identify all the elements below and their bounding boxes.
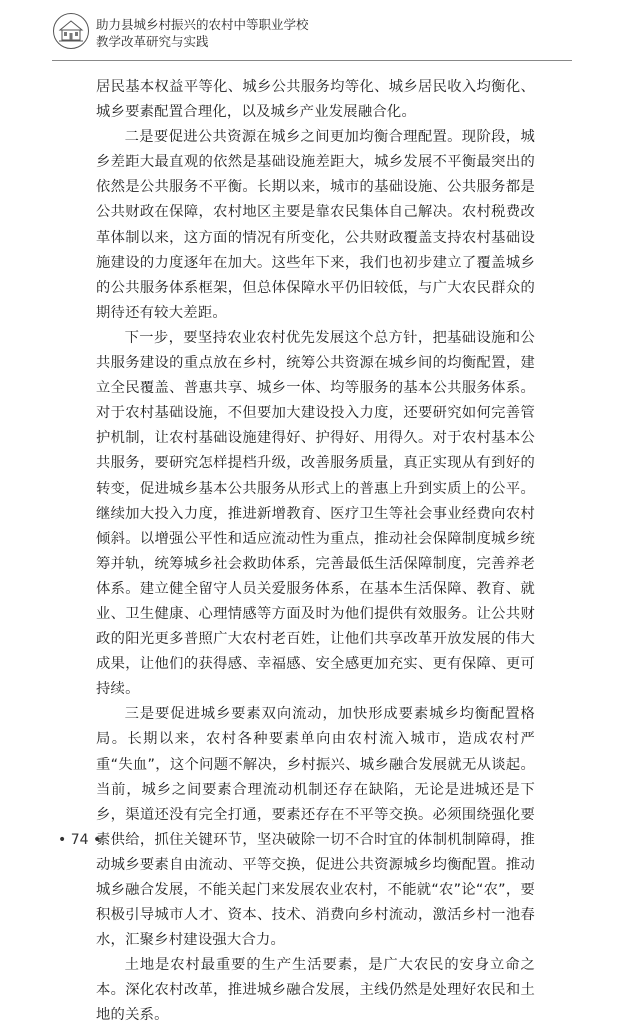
header-title-line-2: 教学改革研究与实践 [96,34,209,49]
header-title-line-1: 助力县城乡村振兴的农村中等职业学校 [96,17,309,32]
school-building-icon [52,12,90,50]
body-text [96,75,535,1029]
paragraph: 下一步，要坚持农业农村优先发展这个总方针，把基础设施和公共服务建设的重点放在乡村，统筹公共资源在城乡间的均衡配置，建立全民覆盖、普惠共享、城乡一体、均等服务的基本公共服务体系。对于农村基础设施，不但要加大建设投入力度，还要研究如何完善管护机制，让农村基础设施建得好、护得好、用得久。对于农村基本公共服务，要研究怎样提档升级，改善服务质量，真正实现从有到好的转变，促进城乡基本公共服务从形式上的普惠上升到实质上的公平。继续加大投入力度，推进新增教育、医疗卫生等社会事业经费向农村倾斜。以增强公平性和适应流动性为重点，推动社会保障制度城乡统筹并轨，统筹城乡社会救助体系，完善最低生活保障制度，完善养老体系。建立健全留守人员关爱服务体系，在基本生活保障、教育、就业、卫生健康、心理情感等方面及时为他们提供有效服务。让公共财政的阳光更多普照广大农村老百姓，让他们共享改革开放发展的伟大成果，让他们的获得感、幸福感、安全感更加充实、更有保障、更可持续。 [96,329,535,698]
page-number: • 74 • [58,832,102,848]
paragraph: 三是要促进城乡要素双向流动，加快形成要素城乡均衡配置格局。长期以来，农村各种要素单向由农村流入城市，造成农村严重“失血”，这个问题不解决，乡村振兴、城乡融合发展就无从谈起。当前，城乡之间要素合理流动机制还存在缺陷，无论是进城还是下乡，渠道还没有完全打通，要素还存在不平等交换。必须围绕强化要素供给，抓住关键环节，坚决破除一切不合时宜的体制机制障碍，推动城乡要素自由流动、平等交换，促进公共资源城乡均衡配置。推动城乡融合发展，不能关起门来发展农业农村，不能就“农”论“农”，要积极引导城市人才、资本、技术、消费向乡村流动，激活乡村一池春水，汇聚乡村建设强大合力。 [96,706,535,949]
header-divider [52,60,572,61]
paragraph: 土地是农村最重要的生产生活要素，是广大农民的安身立命之本。深化农村改革，推进城乡融合发展，主线仍然是处理好农民和土地的关系。 [96,957,535,1024]
paragraph: 二是要促进公共资源在城乡之间更加均衡合理配置。现阶段，城乡差距大最直观的依然是基础设施差距大，城乡发展不平衡最突出的依然是公共服务不平衡。长期以来，城市的基础设施、公共服务都是公共财政在保障，农村地区主要是靠农民集体自己解决。农村税费改革体制以来，这方面的情况有所变化，公共财政覆盖支持农村基础设施建设的力度逐年在加大。这些年下来，我们也初步建立了覆盖城乡的公共服务体系框架，但总体保障水平仍旧较低，与广大农民群众的期待还有较大差距。 [96,129,535,321]
paragraph-continued: 居民基本权益平等化、城乡公共服务均等化、城乡居民收入均衡化、城乡要素配置合理化，以及城乡产业发展融合化。 [96,79,535,121]
